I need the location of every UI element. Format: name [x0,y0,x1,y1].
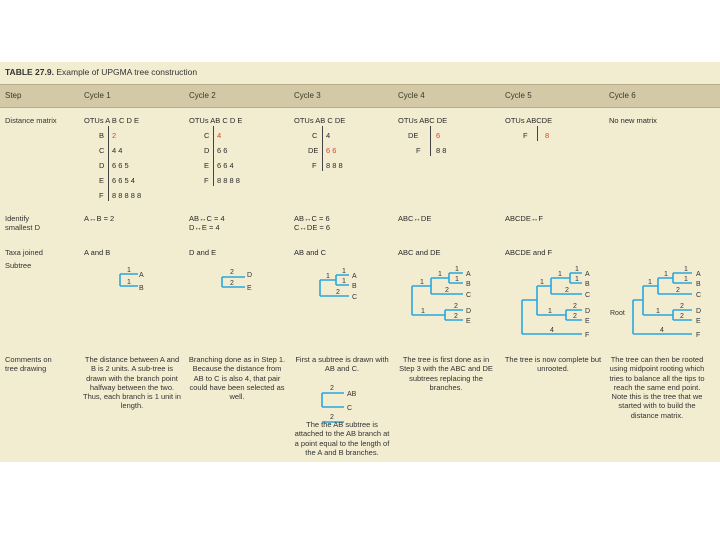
svg-text:B: B [466,281,471,288]
svg-text:2: 2 [573,303,577,310]
svg-text:2: 2 [454,303,458,310]
svg-text:1: 1 [575,266,579,273]
label-subtree: Subtree [5,261,32,270]
matrix-header: OTUs A B C D E [84,116,140,125]
label-identify-2: smallest D [5,223,41,232]
svg-text:1: 1 [421,308,425,315]
svg-text:A: A [352,273,357,280]
svg-text:1: 1 [127,267,131,274]
matrix-row-values: 8 8 8 8 [217,176,240,185]
matrix-row-label: F [312,161,317,170]
svg-text:C: C [466,292,472,299]
svg-text:A: A [696,271,701,278]
comment-cycle-3: First a subtree is drawn with AB and C. [295,355,389,374]
svg-text:2: 2 [573,313,577,320]
svg-text:2: 2 [336,289,340,296]
svg-text:4: 4 [660,327,664,334]
svg-text:A: A [585,271,590,278]
svg-text:C: C [352,294,358,301]
svg-text:1: 1 [438,271,442,278]
matrix-row-values: 8 8 8 8 8 [112,191,142,200]
label-ab: AB [347,391,357,398]
matrix-row-values: 8 [545,131,550,140]
svg-text:1: 1 [540,279,544,286]
svg-text:C: C [585,292,591,299]
svg-text:2: 2 [330,414,334,421]
svg-text:F: F [696,332,701,339]
matrix-row-values: 6 [436,131,441,140]
identify-cycle-1: A↔B = 2 [84,214,115,223]
svg-text:4: 4 [550,327,554,334]
identify-cycle-2: AB↔C = 4 D↔E = 4 [189,214,225,232]
header-cycle-2: Cycle 2 [189,91,216,100]
svg-text:2: 2 [454,313,458,320]
svg-text:1: 1 [455,266,459,273]
taxa-cycle-2: D and E [189,248,217,257]
svg-text:1: 1 [684,266,688,273]
matrix-row-label: F [416,146,421,155]
header-cycle-4: Cycle 4 [398,91,425,100]
matrix-row-label: E [99,176,105,185]
tree-cycle-3-ab-c [322,393,344,407]
matrix-row-label: F [204,176,209,185]
identify-cycle-4: ABC↔DE [398,214,432,223]
label-identify-1: Identify [5,214,30,223]
svg-text:1: 1 [548,308,552,315]
matrix-row-label: DE [408,131,419,140]
identify-cycle-5: ABCDE↔F [505,214,543,223]
table-number: TABLE 27.9. [5,67,54,77]
header-cycle-5: Cycle 5 [505,91,532,100]
matrix-row-label: C [204,131,210,140]
matrix-row-values: 6 6 5 [112,161,129,170]
svg-text:1: 1 [656,308,660,315]
comment-cycle-4: The tree is first done as in Step 3 with the ABC and DE subtrees replacing the branches. [399,355,493,392]
comment-cycle-3-extra: The the AB subtree is attached to the AB branch at a point equal to the length of the A and B branches. [294,420,390,457]
svg-text:2: 2 [230,269,234,276]
svg-text:E: E [466,318,471,325]
svg-text:F: F [585,332,590,339]
comment-cycle-5: The tree is now complete but unrooted. [504,355,602,374]
root-label: Root [610,310,625,317]
taxa-cycle-1: A and B [84,248,111,257]
matrix-row-label: B [99,131,105,140]
table-caption: Example of UPGMA tree construction [56,67,198,77]
header-cycle-1: Cycle 1 [84,91,111,100]
matrix-header: OTUs AB C D E [189,116,243,125]
matrix-header: OTUs AB C DE [294,116,346,125]
matrix-row-values: 6 6 [326,146,337,155]
comment-cycle-6: The tree can then be rooted using midpoint rooting which tries to balance all the tips to reach the same end point. Note this is the tree that we started with to build the distance matrix. [609,355,705,420]
svg-text:B: B [352,283,357,290]
svg-text:2: 2 [445,287,449,294]
matrix-row-label: F [99,191,104,200]
svg-text:2: 2 [676,287,680,294]
matrix-row-label: F [523,131,528,140]
svg-text:D: D [247,272,253,279]
label-distance-matrix: Distance matrix [5,116,57,125]
comment-cycle-1: The distance between A and B is 2 units. A sub-tree is drawn with the branch point halfway between the two. Thus, each branch is 1 unit in length. [83,355,181,411]
header-cycle-6: Cycle 6 [609,91,636,100]
svg-text:1: 1 [326,273,330,280]
identify-cycle-3: AB↔C = 6 C↔DE = 6 [294,214,331,232]
matrix-row-values: 4 [326,131,331,140]
svg-text:1: 1 [648,279,652,286]
label-comments-1: Comments on [5,355,52,364]
svg-text:1: 1 [558,271,562,278]
svg-text:1: 1 [664,271,668,278]
svg-text:E: E [696,318,701,325]
matrix-row-values: 6 6 4 [217,161,234,170]
svg-text:1: 1 [455,276,459,283]
svg-text:2: 2 [680,303,684,310]
svg-text:D: D [585,308,591,315]
svg-text:1: 1 [575,276,579,283]
taxa-cycle-4: ABC and DE [398,248,441,257]
svg-text:1: 1 [420,279,424,286]
matrix-row-values: 6 6 [217,146,228,155]
matrix-row-values: 4 [217,131,222,140]
svg-text:2: 2 [565,287,569,294]
svg-text:2: 2 [680,313,684,320]
svg-text:A: A [139,272,144,279]
upgma-table [0,62,720,462]
svg-text:E: E [247,285,252,292]
matrix-row-label: D [99,161,105,170]
comment-cycle-2: Branching done as in Step 1. Because the distance from AB to C is also 4, that pair could have been selected as well. [188,355,286,402]
svg-text:C: C [347,405,353,412]
svg-text:B: B [139,285,144,292]
matrix-header: OTUs ABCDE [505,116,553,125]
svg-text:D: D [696,308,702,315]
taxa-cycle-3: AB and C [294,248,327,257]
matrix-row-values: 8 8 8 [326,161,343,170]
matrix-row-values: 8 8 [436,146,447,155]
label-taxa-joined: Taxa joined [5,248,43,257]
matrix-row-label: DE [308,146,319,155]
matrix-row-label: E [204,161,210,170]
matrix-row-values: 4 4 [112,146,123,155]
svg-text:C: C [696,292,702,299]
label-comments-2: tree drawing [5,364,47,373]
no-new-matrix: No new matrix [609,116,657,125]
taxa-cycle-5: ABCDE and F [505,248,553,257]
svg-text:B: B [696,281,701,288]
matrix-row-label: D [204,146,210,155]
matrix-row-values: 6 6 5 4 [112,176,135,185]
svg-text:2: 2 [230,280,234,287]
header-cycle-3: Cycle 3 [294,91,321,100]
header-step: Step [5,91,22,100]
svg-text:1: 1 [342,278,346,285]
svg-text:2: 2 [330,385,334,392]
matrix-row-label: C [99,146,105,155]
svg-text:1: 1 [127,279,131,286]
svg-text:1: 1 [342,268,346,275]
svg-text:1: 1 [684,276,688,283]
svg-text:D: D [466,308,472,315]
svg-text:B: B [585,281,590,288]
matrix-header: OTUs ABC DE [398,116,448,125]
svg-text:A: A [466,271,471,278]
svg-text:E: E [585,318,590,325]
matrix-row-label: C [312,131,318,140]
matrix-row-values: 2 [112,131,117,140]
